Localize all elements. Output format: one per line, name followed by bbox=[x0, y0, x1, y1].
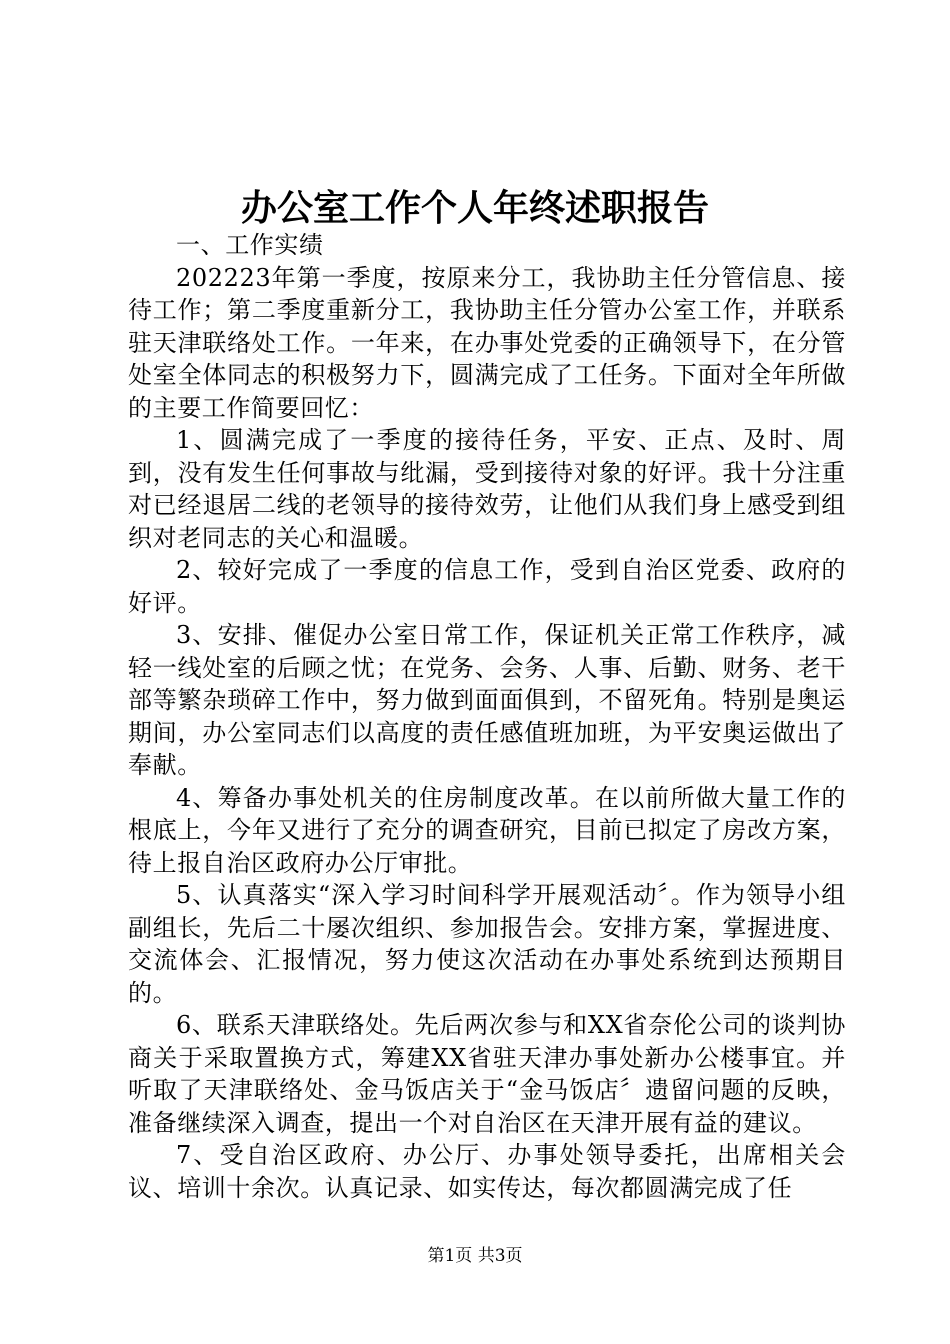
paragraph-intro: 202223年第一季度，按原来分工，我协助主任分管信息、接待工作；第二季度重新分工，我协助主任分管办公室工作，并联系驻天津联络处工作。一年来，在办事处党委的正确领导下，在分管处室全体同志的积极努力下，圆满完成了工任务。下面对全年所做的主要工作简要回忆： bbox=[128, 263, 846, 422]
paragraph-item-7: 7、受自治区政府、办公厅、办事处领导委托，出席相关会议、培训十余次。认真记录、如实传达，每次都圆满完成了任 bbox=[128, 1141, 846, 1202]
paragraph-item-3: 3、安排、催促办公室日常工作，保证机关正常工作秩序，减轻一线处室的后顾之忧；在党务、会务、人事、后勤、财务、老干部等繁杂琐碎工作中，努力做到面面俱到，不留死角。特别是奥运期间，办公室同志们以高度的责任感值班加班，为平安奥运做出了奉献。 bbox=[128, 621, 846, 779]
document-title: 办公室工作个人年终述职报告 bbox=[240, 187, 709, 229]
document-body bbox=[128, 229, 846, 1204]
page-number-footer: 第1页 共3页 bbox=[427, 1246, 523, 1266]
paragraph-item-6: 6、联系天津联络处。先后两次参与和XX省奈伦公司的谈判协商关于采取置换方式，筹建XX省驻天津办事处新办公楼事宜。并听取了天津联络处、金马饭店关于“金马饭店〞遗留问题的反映，准备继续深入调查，提出一个对自治区在天津开展有益的建议。 bbox=[128, 1011, 846, 1137]
paragraph-item-5: 5、认真落实“深入学习时间科学开展观活动〞。作为领导小组副组长，先后二十屡次组织、参加报告会。安排方案，掌握进度、交流体会、汇报情况，努力使这次活动在办事处系统到达预期目的。 bbox=[128, 881, 846, 1007]
paragraph-item-4: 4、筹备办事处机关的住房制度改革。在以前所做大量工作的根底上，今年又进行了充分的调查研究，目前已拟定了房改方案，待上报自治区政府办公厅审批。 bbox=[128, 783, 846, 877]
paragraph-item-1: 1、圆满完成了一季度的接待任务，平安、正点、及时、周到，没有发生任何事故与纰漏，受到接待对象的好评。我十分注重对已经退居二线的老领导的接待效劳，让他们从我们身上感受到组织对老同志的关心和温暖。 bbox=[128, 426, 846, 552]
section-heading: 一、工作实绩 bbox=[176, 231, 324, 259]
paragraph-item-2: 2、较好完成了一季度的信息工作，受到自治区党委、政府的好评。 bbox=[128, 556, 846, 617]
